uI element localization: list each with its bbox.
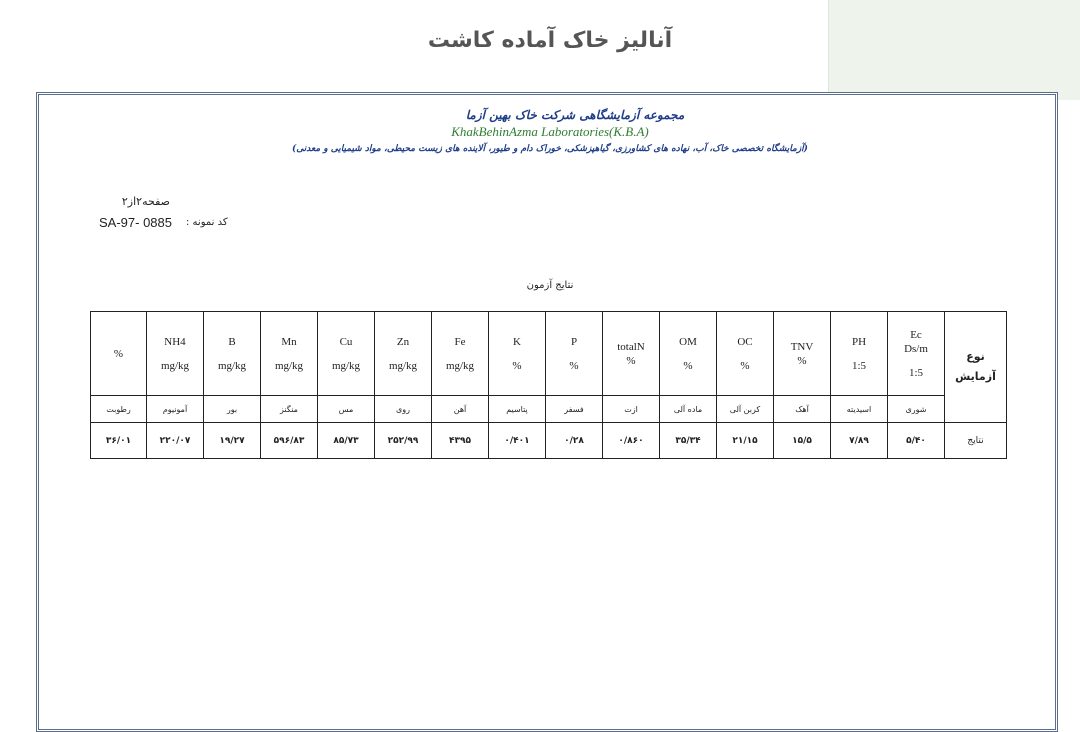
sample-code-row	[99, 215, 228, 230]
column-name: TNV	[790, 340, 814, 353]
column-value-2: ۱۵/۵	[774, 423, 831, 459]
company-name-fa: مجموعه آزمایشگاهی شرکت خاک بهین آزما	[465, 108, 685, 122]
column-fa-label-2: آهک	[774, 396, 831, 423]
column-unit-secondary: %	[512, 359, 522, 372]
column-fa-label-14: رطوبت	[91, 396, 147, 423]
column-value-13: ۲۲۰/۰۷	[147, 423, 204, 459]
page-number: صفحه۲از۲	[121, 195, 170, 208]
column-header-1	[831, 312, 888, 396]
column-header-3	[717, 312, 774, 396]
column-fa-label-8: آهن	[432, 396, 489, 423]
column-name: K	[513, 335, 521, 348]
column-fa-label-3: کربن آلی	[717, 396, 774, 423]
column-fa-label-4: ماده آلی	[660, 396, 717, 423]
column-fa-label-9: روی	[375, 396, 432, 423]
company-subtitle: (آزمایشگاه تخصصی خاک، آب، نهاده های کشاورزی، گیاهپزشکی، خوراک دام و طیور، آلاینده های زیست محیطی، مواد شیمیایی و معدنی)	[292, 144, 808, 154]
column-unit-secondary: mg/kg	[331, 359, 361, 372]
column-name: OM	[679, 335, 697, 348]
test-type-header: نوع آزمایش	[945, 312, 1007, 423]
column-header-4	[660, 312, 717, 396]
column-unit-secondary: %	[683, 359, 693, 372]
column-value-5: ۰/۸۶۰	[603, 423, 660, 459]
column-header-0	[888, 312, 945, 396]
column-name: Ec	[910, 328, 922, 341]
column-unit-secondary: mg/kg	[388, 359, 418, 372]
sample-code-label: کد نمونه :	[186, 217, 228, 228]
company-name-en: KhakBehinAzma Laboratories(K.B.A)	[451, 124, 649, 139]
column-fa-label-6: فسفر	[546, 396, 603, 423]
column-name: NH4	[164, 335, 186, 348]
column-header-8	[432, 312, 489, 396]
column-fa-label-10: مس	[318, 396, 375, 423]
column-unit: %	[626, 354, 636, 367]
column-unit-secondary: %	[569, 359, 579, 372]
column-value-10: ۸۵/۷۳	[318, 423, 375, 459]
column-header-12	[204, 312, 261, 396]
column-name: totalN	[617, 340, 645, 353]
column-header-6	[546, 312, 603, 396]
sample-code: SA-97- 0885	[99, 215, 172, 230]
column-name: Mn	[281, 335, 297, 348]
column-value-14: ۳۶/۰۱	[91, 423, 147, 459]
column-header-11	[261, 312, 318, 396]
column-unit: Ds/m	[904, 342, 928, 355]
column-name: Zn	[396, 335, 410, 348]
column-header-2	[774, 312, 831, 396]
column-unit-secondary: mg/kg	[160, 359, 190, 372]
column-unit-secondary: %	[740, 359, 750, 372]
column-value-3: ۲۱/۱۵	[717, 423, 774, 459]
column-value-7: ۰/۴۰۱	[489, 423, 546, 459]
row-label: نتایج	[945, 423, 1007, 459]
column-fa-label-11: منگنز	[261, 396, 318, 423]
column-value-1: ۷/۸۹	[831, 423, 888, 459]
table-header-row	[91, 312, 1007, 396]
column-header-5	[603, 312, 660, 396]
column-value-12: ۱۹/۲۷	[204, 423, 261, 459]
column-header-14	[91, 312, 147, 396]
column-name: OC	[737, 335, 753, 348]
column-value-9: ۲۵۲/۹۹	[375, 423, 432, 459]
column-value-6: ۰/۲۸	[546, 423, 603, 459]
column-fa-label-1: اسیدیته	[831, 396, 888, 423]
column-value-4: ۳۵/۳۴	[660, 423, 717, 459]
column-value-8: ۴۳۹۵	[432, 423, 489, 459]
column-fa-label-7: پتاسیم	[489, 396, 546, 423]
column-unit-secondary: mg/kg	[217, 359, 247, 372]
results-table-wrap	[90, 311, 1006, 459]
results-table	[90, 311, 1007, 459]
column-header-10	[318, 312, 375, 396]
letterhead	[0, 108, 1080, 154]
column-name: P	[570, 335, 578, 348]
table-value-row	[91, 423, 1007, 459]
column-header-9	[375, 312, 432, 396]
column-name: Cu	[339, 335, 353, 348]
column-value-11: ۵۹۶/۸۳	[261, 423, 318, 459]
column-unit-secondary: mg/kg	[274, 359, 304, 372]
page-title: آنالیز خاک آماده کاشت	[427, 28, 673, 53]
column-name: B	[228, 335, 236, 348]
column-fa-label-13: آمونیوم	[147, 396, 204, 423]
column-header-13	[147, 312, 204, 396]
column-name: PH	[851, 335, 867, 348]
column-fa-label-5: ازت	[603, 396, 660, 423]
column-unit-secondary: 1:5	[851, 359, 867, 372]
results-title: نتایج آزمون	[526, 280, 574, 291]
column-name: %	[113, 347, 124, 360]
column-fa-label-0: شوری	[888, 396, 945, 423]
table-fa-row	[91, 396, 1007, 423]
column-fa-label-12: بور	[204, 396, 261, 423]
column-unit: %	[797, 354, 807, 367]
column-unit-secondary: 1:5	[908, 366, 924, 379]
column-value-0: ۵/۴۰	[888, 423, 945, 459]
column-name: Fe	[454, 335, 466, 348]
column-header-7	[489, 312, 546, 396]
column-unit-secondary: mg/kg	[445, 359, 475, 372]
